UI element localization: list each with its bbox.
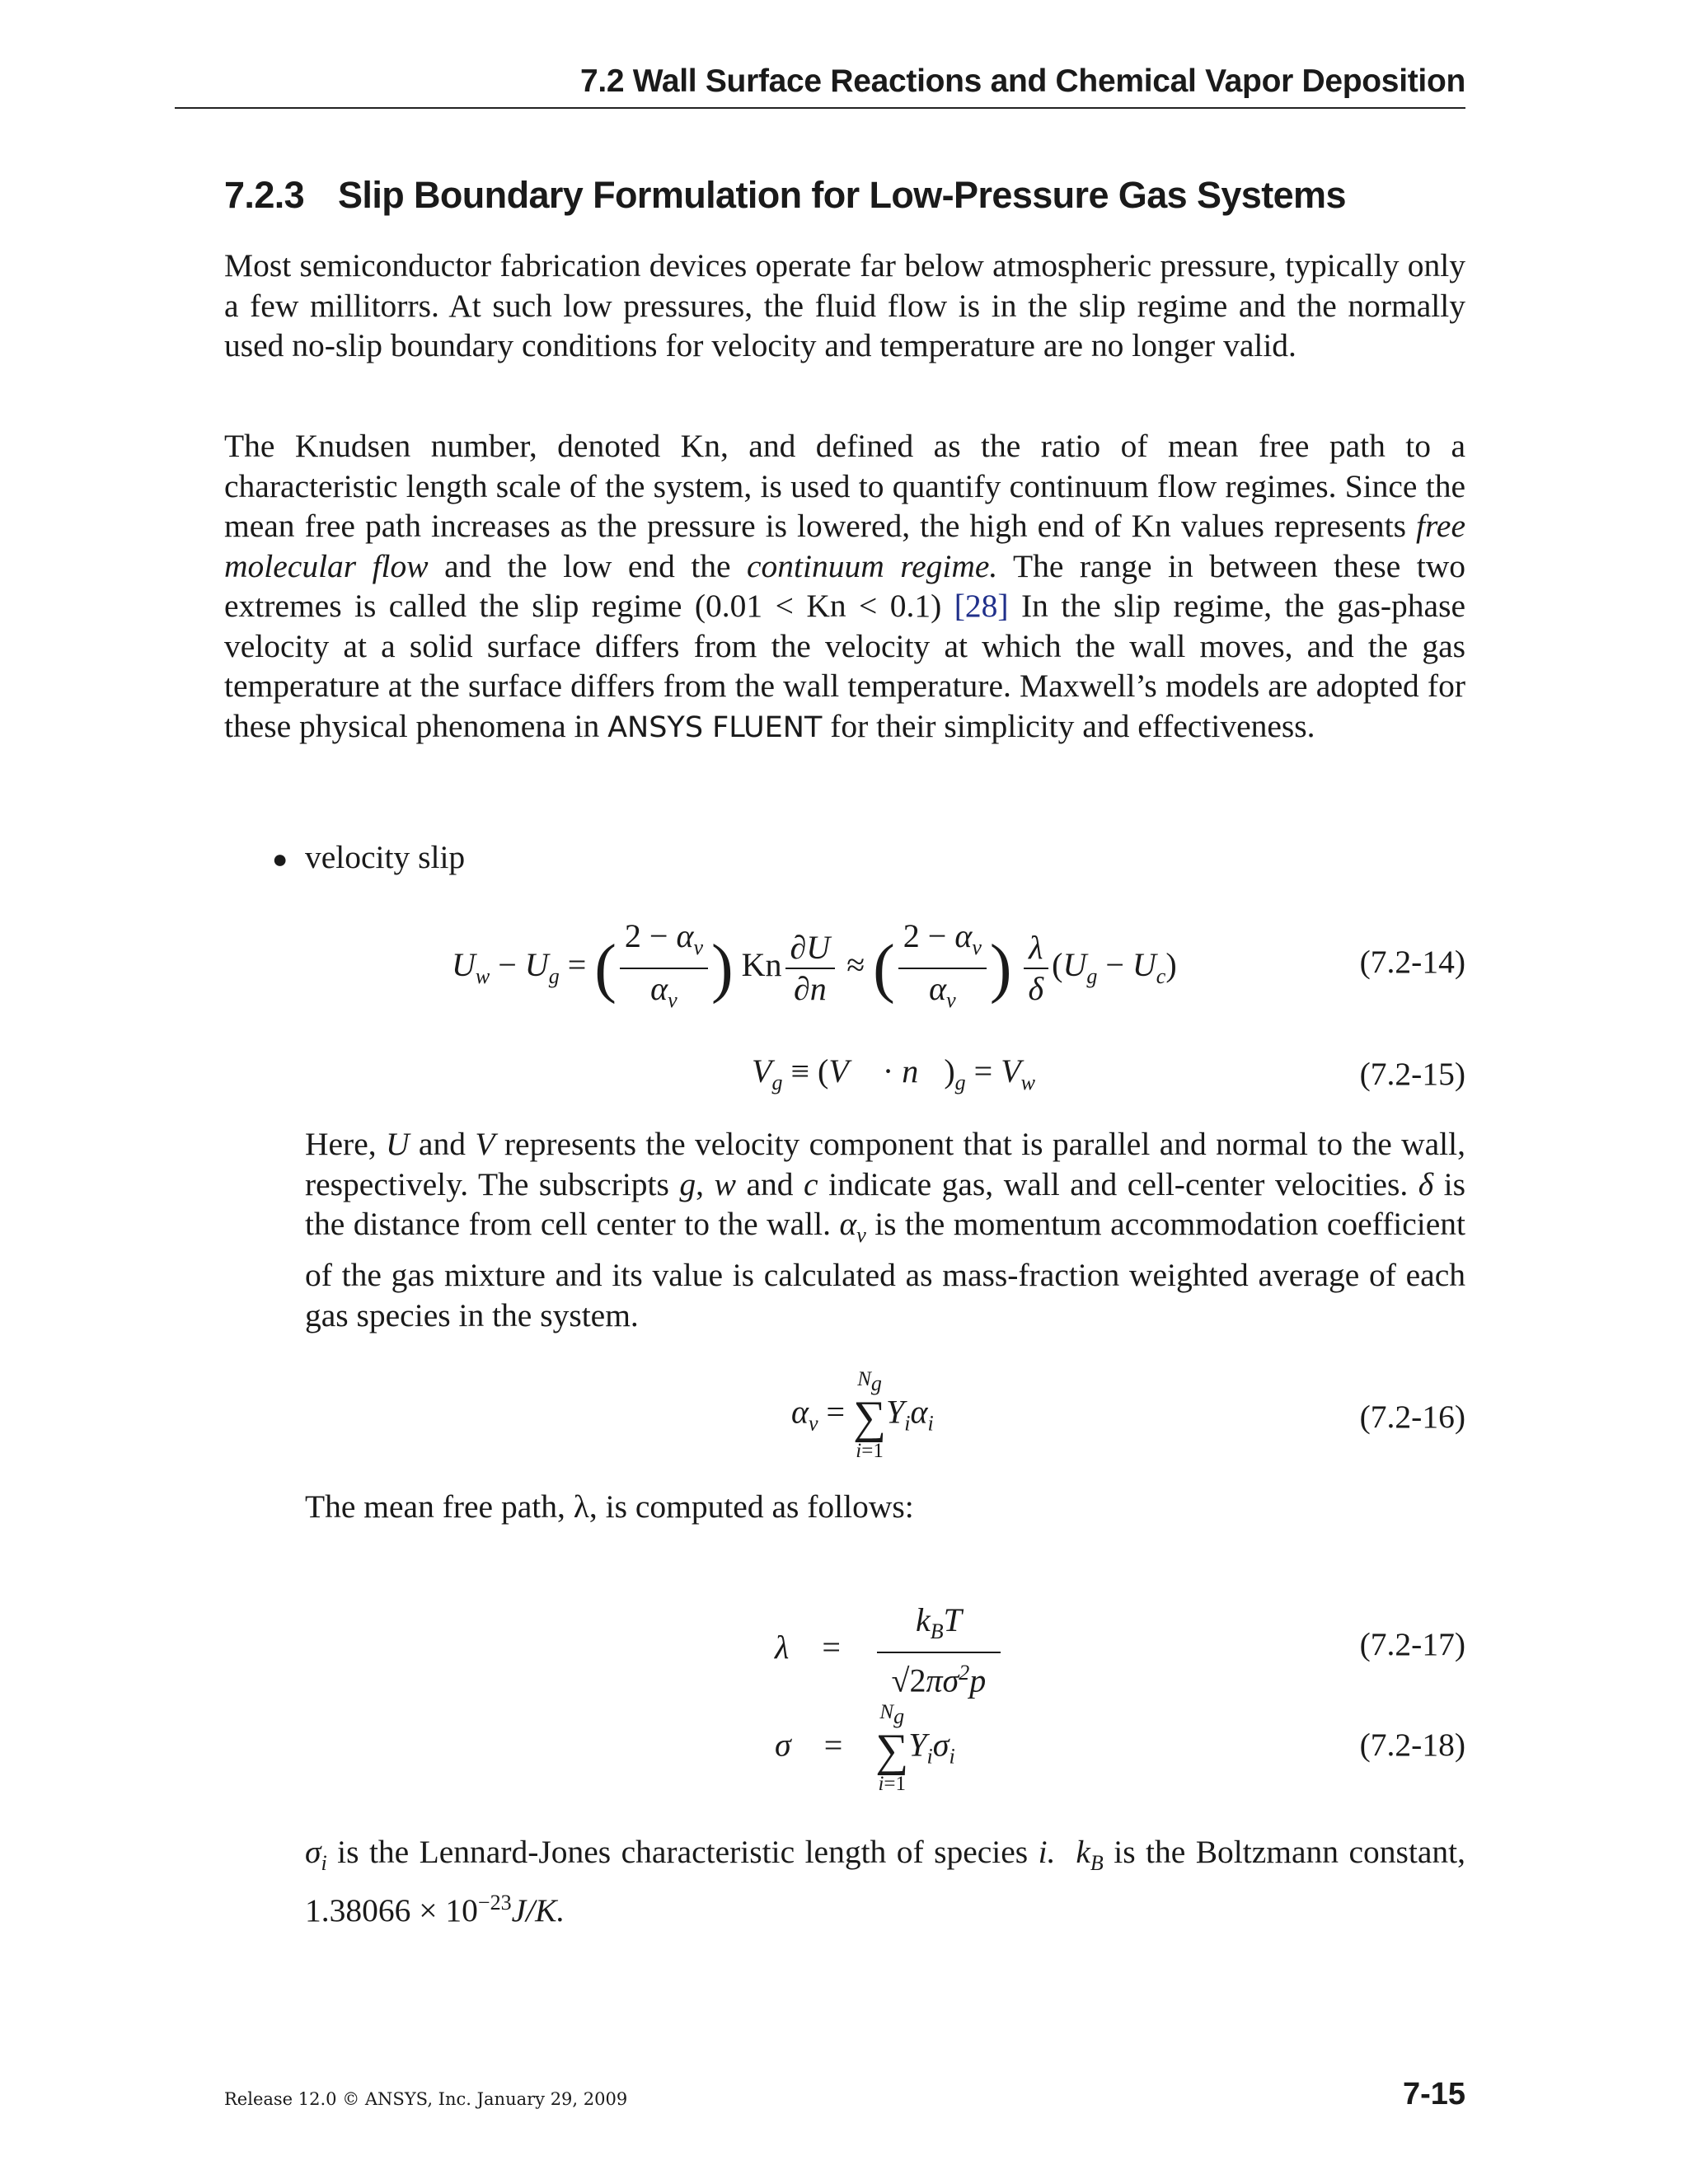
emphasis-continuum-regime: continuum regime.: [747, 547, 998, 584]
equation-7-2-15: $V_g$ ≡ (V⃗ · $n⃗)_g = V_w$: [752, 1052, 1035, 1094]
equation-7-2-16: $\alpha_v$ = $N_g$ ∑ i=1 $Y_i\alpha_i$: [791, 1368, 934, 1462]
text-span: is the Lennard-Jones characteristic length of species: [326, 1834, 1039, 1870]
equation-number: (7.2-14): [1359, 944, 1465, 980]
paragraph-intro: [224, 246, 1465, 366]
paragraph-mean-free-path: [305, 1487, 1465, 1527]
math-symbol: δ: [1418, 1165, 1434, 1202]
bullet-item: [272, 837, 465, 879]
text-span: represents the velocity component that is parallel and normal to the wall, respectively. The subscripts: [305, 1126, 1466, 1202]
math-symbol: $\alpha_v$: [839, 1206, 866, 1247]
math-symbol: i.: [1038, 1834, 1056, 1870]
math-symbol: V: [475, 1126, 495, 1162]
math-symbol: $\sigma_i$: [305, 1834, 327, 1875]
section-number: 7.2.3: [224, 174, 305, 216]
text-span: indicate gas, wall and cell-center velocities.: [818, 1165, 1418, 1202]
page-number: 7-15: [1402, 2077, 1465, 2111]
paragraph-intro-text: Most semiconductor fabrication devices operate far below atmospheric pressure, typically only a few millitorrs. At such low pressures, the fluid flow is in the slip regime and the normally used no-slip boundary conditions for velocity and temperature are no longer valid.: [224, 247, 1465, 363]
running-header: 7.2 Wall Surface Reactions and Chemical Vapor Deposition: [579, 63, 1465, 99]
math-symbol: g: [679, 1165, 696, 1202]
unit-text: J/K.: [511, 1892, 565, 1929]
math-symbol: c: [804, 1165, 818, 1202]
equation-7-2-17: λ = $\frac{k_BT}{√2\pi\sigma^2p}$: [775, 1601, 1004, 1700]
math-symbol: $k_B$: [1076, 1834, 1104, 1875]
text-span: and: [409, 1126, 476, 1162]
paragraph-lennard-jones: [305, 1832, 1465, 1931]
text-span: and: [735, 1165, 804, 1202]
paragraph-knudsen: [224, 426, 1465, 748]
text-span: and the low end the: [428, 547, 748, 584]
equation-7-2-18: σ = $N_g$ ∑ i=1 $Y_i\sigma_i$: [775, 1701, 955, 1795]
footer-release: Release 12.0 © ANSYS, Inc. January 29, 2009: [224, 2089, 628, 2109]
math-symbol: w: [714, 1165, 736, 1202]
emphasis-free-molecular-flow: free molecular flow: [224, 508, 1465, 584]
equation-7-2-14: $U_w - U_g$ = ( $\frac{2 - \alpha_v}{\alpha_v}$ ) Kn $\frac{\partial U}{\partial n}$ ≈ ( $\frac{2 - \alpha_v}{\alpha_v}$ ) $\frac{\lambda}{\delta}$ $(U_g - U_c)$: [452, 917, 1177, 1012]
text-span: is the momentum accommodation coefficient of the gas mixture and its value is calculated as mass-fraction weighted average of each gas species in the system.: [305, 1206, 1465, 1333]
section-title: Slip Boundary Formulation for Low-Pressure Gas Systems: [338, 174, 1346, 216]
section-heading: [224, 171, 1465, 219]
product-name: ANSYS FLUENT: [607, 710, 823, 744]
text-span: The range in between these two extremes is called the slip regime (0.01 < Kn < 0.1): [224, 547, 1465, 624]
bullet-icon: ●: [272, 844, 288, 874]
text-span: is the Boltzmann constant, 1.38066 × 10: [305, 1834, 1465, 1929]
paragraph-velocity-definitions: [305, 1124, 1465, 1335]
paragraph-mean-free-path-text: The mean free path, λ, is computed as follows:: [305, 1488, 914, 1525]
equation-number: (7.2-17): [1359, 1626, 1465, 1662]
text-span: is the distance from cell center to the wall.: [305, 1165, 1465, 1242]
exponent: −23: [477, 1891, 512, 1915]
text-span: ,: [696, 1165, 715, 1202]
math-symbol: U: [386, 1126, 410, 1162]
header-rule: [175, 107, 1465, 109]
text-span: for their simplicity and effectiveness.: [822, 707, 1315, 744]
citation-link[interactable]: [28]: [954, 588, 1009, 624]
equation-number: (7.2-16): [1359, 1399, 1465, 1435]
text-span: Here,: [305, 1126, 387, 1162]
text-span: In the slip regime, the gas-phase velocity at a solid surface differs from the velocity at which the wall moves, and the gas temperature at the surface differs from the wall temperature. Maxwell’s models are adopted for these physical phenomena in: [224, 588, 1465, 744]
text-span: The Knudsen number, denoted Kn, and defined as the ratio of mean free path to a characteristic length scale of the system, is used to quantify continuum flow regimes. Since the mean free path increases as the pressure is lowered, the high end of Kn values represents: [224, 428, 1465, 544]
bullet-label: velocity slip: [305, 839, 466, 875]
equation-number: (7.2-15): [1359, 1056, 1465, 1092]
equation-number: (7.2-18): [1359, 1727, 1465, 1763]
